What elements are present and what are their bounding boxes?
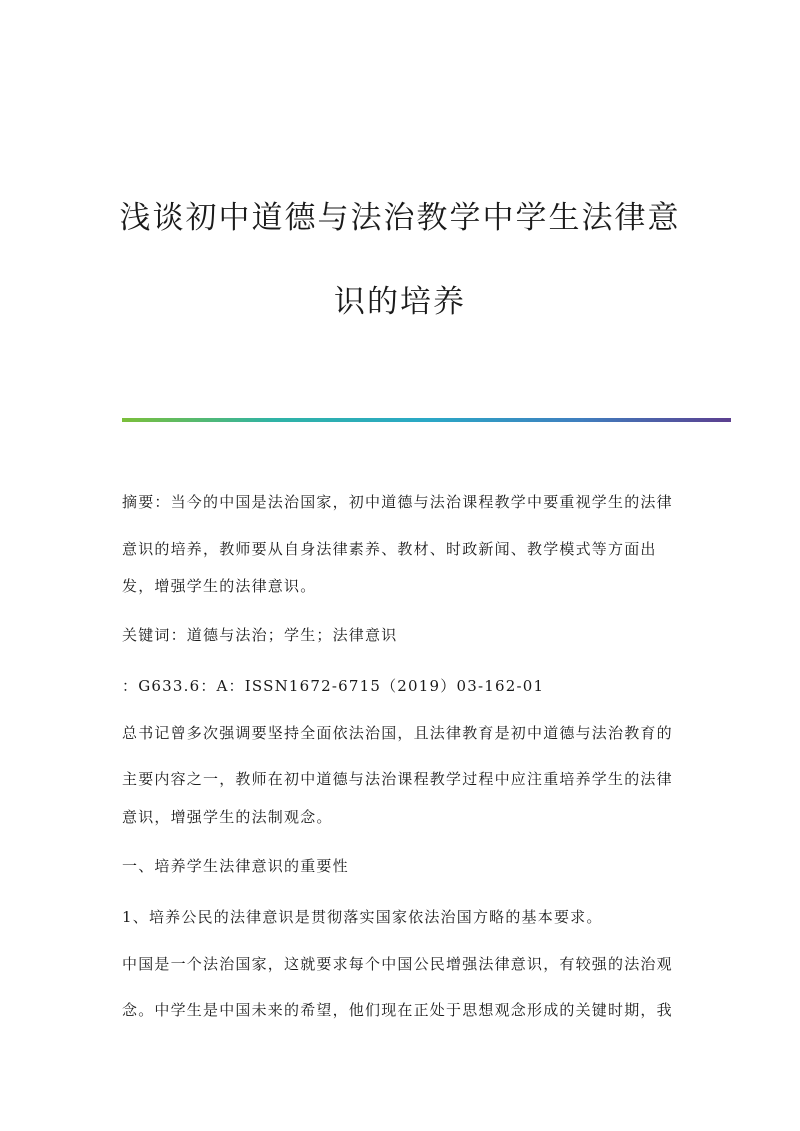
section-heading: 一、培养学生法律意识的重要性: [122, 857, 349, 875]
keywords-line: 关键词：道德与法治；学生；法律意识: [122, 626, 398, 644]
subsection-heading: 1、培养公民的法律意识是贯彻落实国家依法治国方略的基本要求。: [122, 908, 603, 926]
abstract-line-3: 发，增强学生的法律意识。: [122, 577, 317, 595]
abstract-line-1: 摘要：当今的中国是法治国家，初中道德与法治课程教学中要重视学生的法律: [122, 493, 673, 511]
intro-line-1: 总书记曾多次强调要坚持全面依法治国，且法律教育是初中道德与法治教育的: [122, 724, 673, 742]
document-title-line-1: 浅谈初中道德与法治教学中学生法律意: [119, 200, 681, 236]
classification-line: ：G633.6：A：ISSN1672-6715（2019）03-162-01: [122, 677, 545, 695]
intro-line-3: 意识，增强学生的法制观念。: [122, 808, 333, 826]
intro-line-2: 主要内容之一，教师在初中道德与法治课程教学过程中应注重培养学生的法律: [122, 770, 673, 788]
body-line-2: 念。中学生是中国未来的希望，他们现在正处于思想观念形成的关键时期，我: [122, 1001, 673, 1019]
abstract-line-2: 意识的培养，教师要从自身法律素养、教材、时政新闻、教学模式等方面出: [122, 540, 657, 558]
body-line-1: 中国是一个法治国家，这就要求每个中国公民增强法律意识，有较强的法治观: [122, 955, 673, 973]
gradient-divider: [122, 418, 731, 422]
document-title-line-2: 识的培养: [334, 284, 466, 320]
